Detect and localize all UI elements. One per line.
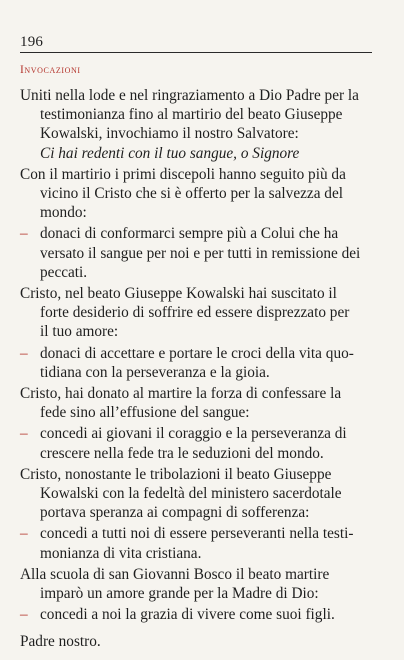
header-rule xyxy=(20,52,372,53)
invocation-line: vicino il Cristo che si è offerto per la salvezza del xyxy=(40,185,343,203)
invocation-line: Alla scuola di san Giovanni Bosco il beato martire xyxy=(20,565,330,583)
invocation-line: il tuo amore: xyxy=(40,323,119,341)
intro-paragraph xyxy=(20,86,372,163)
dash-marker: – xyxy=(20,425,28,443)
invocation-petition xyxy=(20,344,372,382)
invocation-statement xyxy=(20,565,372,603)
petition-line: donaci di conformarci sempre più a Colui che ha xyxy=(40,225,339,243)
invocations-text xyxy=(20,86,372,654)
dash-marker: – xyxy=(20,525,28,543)
petition-line: concedi a noi la grazia di vivere come suoi figli. xyxy=(40,606,335,624)
page-number: 196 xyxy=(20,34,44,50)
petition-line: concedi a tutti noi di essere perseveranti nella testi- xyxy=(40,525,354,543)
invocation-line: portava speranza ai compagni di sofferenza: xyxy=(40,504,310,522)
petition-line: monianza di vita cristiana. xyxy=(40,544,202,562)
invocation-line: Con il martirio i primi discepoli hanno seguito più da xyxy=(20,165,346,183)
intro-response: Ci hai redenti con il tuo sangue, o Signore xyxy=(40,144,300,162)
invocation-statement xyxy=(20,465,372,523)
invocation-petition xyxy=(20,224,372,282)
petition-line: tidiana con la perseveranza e la gioia. xyxy=(40,363,270,381)
section-title: Invocazioni xyxy=(20,64,81,76)
invocation-line: Cristo, nonostante le tribolazioni il beato Giuseppe xyxy=(20,465,332,483)
intro-line: Kowalski, invochiamo il nostro Salvatore: xyxy=(40,125,299,143)
dash-marker: – xyxy=(20,344,28,362)
invocation-line: Cristo, hai donato al martire la forza di confessare la xyxy=(20,385,342,403)
invocation-statement xyxy=(20,384,372,422)
invocation-line: fede sino all’effusione del sangue: xyxy=(40,404,250,422)
intro-line: Uniti nella lode e nel ringraziamento a Dio Padre per la xyxy=(20,87,359,104)
invocation-line: Kowalski con la fedeltà del ministero sacerdotale xyxy=(40,485,342,503)
invocation-petition xyxy=(20,605,372,624)
closing-line: Padre nostro. xyxy=(20,633,101,651)
invocation-petition xyxy=(20,424,372,462)
invocation-statement xyxy=(20,165,372,223)
petition-line: peccati. xyxy=(40,263,88,281)
dash-marker: – xyxy=(20,606,28,624)
petition-line: concedi ai giovani il coraggio e la perseveranza di xyxy=(40,425,347,443)
petition-line: donaci di accettare e portare le croci della vita quo- xyxy=(40,344,354,362)
invocation-line: Cristo, nel beato Giuseppe Kowalski hai suscitato il xyxy=(20,285,337,303)
invocation-line: imparò un amore grande per la Madre di Dio: xyxy=(40,585,319,603)
invocation-statement xyxy=(20,284,372,342)
dash-marker: – xyxy=(20,225,28,243)
petition-line: versato il sangue per noi e per tutti in remissione dei xyxy=(40,244,361,262)
invocation-line: mondo: xyxy=(40,204,87,222)
invocation-line: forte desiderio di soffrire ed essere disprezzato per xyxy=(40,304,350,322)
intro-line: testimonianza fino al martirio del beato Giuseppe xyxy=(40,106,343,124)
petition-line: crescere nella fede tra le seduzioni del mondo. xyxy=(40,444,324,462)
invocation-petition xyxy=(20,524,372,562)
